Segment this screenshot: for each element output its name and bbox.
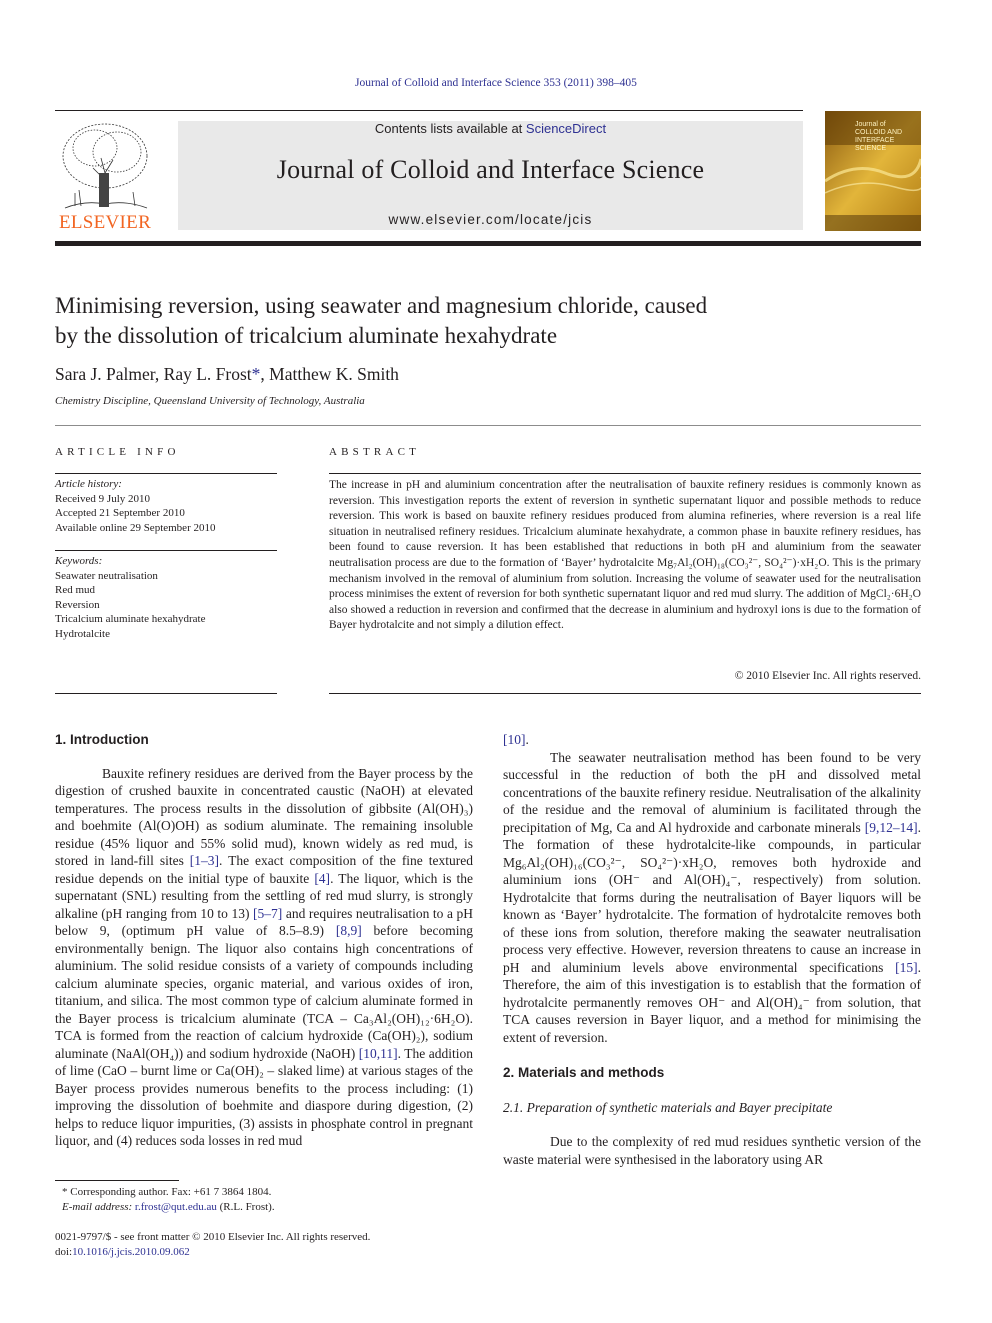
text: .: [525, 732, 529, 747]
email-suffix: (R.L. Frost).: [216, 1201, 275, 1213]
history-online: Available online 29 September 2010: [55, 521, 216, 534]
front-matter: [55, 1230, 473, 1259]
contents-line: [178, 121, 803, 136]
header-thick-rule: [55, 241, 921, 246]
email-label: E-mail address:: [62, 1201, 135, 1213]
footnote-rule: [55, 1180, 179, 1181]
text: . The liquor, which is the supernatant (SNL) resulting from the settling of red mud slurry, is strongly alkaline (pH ranging from 10 to 13): [55, 870, 473, 921]
keyword-item: Seawater neutralisation: [55, 569, 158, 582]
keyword-item: Tricalcium aluminate hexahydrate: [55, 613, 206, 626]
article-history: [55, 477, 277, 535]
header-rule: [55, 110, 803, 111]
info-rule: [55, 473, 277, 474]
contents-prefix: Contents lists available at: [374, 121, 526, 136]
section-heading: 1. Introduction: [55, 732, 149, 747]
journal-url-link[interactable]: www.elsevier.com/locate/jcis: [388, 212, 593, 227]
author-list: [55, 364, 399, 385]
body-column-left: [55, 731, 473, 1150]
cover-title: Journal of COLLOID AND INTERFACE SCIENCE: [855, 121, 903, 152]
text: Bauxite refinery residues are derived from the Bayer process by the digestion of crushed bauxite in concentrated caustic (NaOH) at elevated temperatures. The process results in the dissolution of gibbsite (Al(OH)₃) and boehmite (Al(O)OH) as sodium aluminate. The remaining insoluble residue (45% liquor and 55% solid mud), known widely as red mud, is stored in land-fill sites: [55, 765, 473, 868]
paragraph: [503, 749, 921, 1047]
journal-reference[interactable]: Journal of Colloid and Interface Science 353 (2011) 398–405: [355, 77, 637, 89]
text: and requires neutralisation to a pH below 9, (optimum pH value of 8.5–8.9): [55, 905, 473, 938]
history-label: Article history:: [55, 478, 122, 490]
abstract-rule: [329, 693, 921, 694]
history-received: Received 9 July 2010: [55, 492, 151, 505]
info-rule: [55, 550, 277, 551]
citation-link[interactable]: [10]: [503, 732, 526, 747]
keywords-label: Keywords:: [55, 555, 103, 567]
affiliation: Chemistry Discipline, Queensland University of Technology, Australia: [55, 395, 365, 407]
title-rule: [55, 425, 921, 426]
citation-link[interactable]: [1–3]: [189, 853, 220, 868]
email-link[interactable]: r.frost@qut.edu.au: [134, 1201, 217, 1213]
keywords: [55, 554, 277, 642]
abstract-copyright: © 2010 Elsevier Inc. All rights reserved.: [734, 670, 921, 682]
keyword-item: Red mud: [55, 584, 96, 597]
text: The seawater neutralisation method has been found to be very successful in the reduction of both the pH and dissolved metal concentrations of the bauxite refinery residue. Neutralisation of the alkalinity of the residue and the removal of aluminium is facilitated through the precipitation of Mg, Ca and Al hydroxide and carbonate minerals: [503, 749, 921, 835]
paragraph: [55, 765, 473, 1150]
corresponding-author-marker[interactable]: *: [251, 364, 261, 384]
text: before becoming environmentally benign. The liquor also contains high concentrations of aluminium. The solid residue consists of a variety of compounds including calcium aluminate species, organic material, and various oxides of iron, titanium, and silica. The most common type of calcium aluminate formed in the Bayer process is tricalcium aluminate (TCA – Ca₃Al₂(OH)₁₂·6H₂O). TCA is formed from the reaction of calcium hydroxide (Ca(OH)₂), sodium aluminate (NaAl(OH₄)) and sodium hydroxide (NaOH): [55, 923, 473, 1061]
section-heading: 2. Materials and methods: [503, 1065, 665, 1080]
journal-title: Journal of Colloid and Interface Science: [276, 155, 705, 184]
publisher-wordmark: ELSEVIER: [58, 212, 152, 233]
citation-link[interactable]: [5–7]: [253, 905, 283, 921]
elsevier-logo[interactable]: [55, 118, 155, 234]
paragraph: Due to the complexity of red mud residues synthetic version of the waste material were synthesised in the laboratory using AR: [503, 1134, 921, 1167]
history-accepted: Accepted 21 September 2010: [55, 507, 185, 520]
article-info-heading: ARTICLE INFO: [55, 446, 180, 458]
text: . The addition of lime (CaO – burnt lime or Ca(OH)₂ – slaked lime) at various stages of the Bayer process provides numerous benefits to the process including: (1) improving the dissolution of boehmite and diaspore during digestion, (2) helps to reduce liquor impurities, (3) assists in phosphate control in pregnant liquor, and (4) reduces soda losses in red mud: [55, 1045, 473, 1148]
abstract-text: [329, 478, 921, 634]
abstract-formula: Mg₇Al₂(OH)₁₈(CO₃²⁻, SO₄²⁻)·xH₂O: [657, 556, 827, 569]
citation-link[interactable]: [4]: [314, 870, 331, 886]
footnote: [55, 1185, 473, 1215]
corresponding-author-note: * Corresponding author. Fax: +61 7 3864 1804.: [62, 1186, 272, 1198]
paragraph-continued: [503, 731, 921, 749]
authors-text-rest: , Matthew K. Smith: [260, 364, 399, 384]
subsection-heading: 2.1. Preparation of synthetic materials and Bayer precipitate: [503, 1099, 833, 1115]
text: . The formation of these hydrotalcite-like compounds, in particular Mg₆Al₂(OH)₁₆(CO₃²⁻, SO₄²⁻)·xH₂O, removes both hydroxide and aluminium ions (OH⁻ and Al(OH)₄⁻, respectively) from solution. Hydrotalcite that forms during the neutralisation of Bayer liquors will be known as ‘Bayer’ hydrotalcite. The formation of hydrotalcite removes both of these ions from solution, therefore making the seawater neutralisation process very effective. However, reversion threatens to cause an increase in pH and aluminium levels above environmental specifications: [503, 819, 921, 975]
journal-cover-image[interactable]: [825, 111, 921, 231]
citation-link[interactable]: [15]: [895, 959, 918, 975]
doi-prefix: doi:: [55, 1245, 73, 1258]
doi-line: [55, 1245, 473, 1260]
article-title: [55, 291, 855, 351]
abstract-part: . This is the primary mechanism involved in the removal of aluminium from solution. Increasing the volume of seawater used for the neutralisation process minimises the extent of reversion for both synthetic supernatant liquor and red mud slurry. The addition of: [329, 556, 921, 601]
issn-line: 0021-9797/$ - see front matter © 2010 Elsevier Inc. All rights reserved.: [55, 1231, 371, 1243]
keyword-item: Hydrotalcite: [55, 627, 110, 640]
authors-text: Sara J. Palmer, Ray L. Frost: [55, 364, 252, 384]
keyword-item: Reversion: [55, 598, 100, 611]
article-title-line-1: Minimising reversion, using seawater and magnesium chloride, caused: [55, 293, 708, 318]
info-rule: [55, 693, 277, 694]
email-note: [55, 1200, 473, 1215]
citation-link[interactable]: [9,12–14]: [864, 819, 918, 835]
citation-link[interactable]: [10,11]: [358, 1045, 398, 1061]
article-title-line-2: by the dissolution of tricalcium aluminate hexahydrate: [55, 323, 558, 348]
sciencedirect-link[interactable]: ScienceDirect: [525, 121, 607, 136]
doi-link[interactable]: 10.1016/j.jcis.2010.09.062: [72, 1245, 190, 1258]
citation-link[interactable]: [8,9]: [335, 923, 362, 938]
abstract-rule: [329, 473, 921, 474]
text: . The exact composition of the fine textured residue depends on the initial type of bauxite: [55, 853, 473, 886]
text: . Therefore, the aim of this investigation is to establish that the formation of hydrotalcite permanently removes OH⁻ and Al(OH)₄⁻ from solution, that TCA causes reversion in Bayer liquor, and a method for minimising the extent of reversion.: [503, 959, 921, 1045]
abstract-part: also showed a reduction in reversion and confirmed that the decrease in aluminium and hydroxyl ions is due to the formation of Bayer hydrotalcite and not simply a dilution effect.: [329, 603, 921, 632]
abstract-part: The increase in pH and aluminium concentration after the neutralisation of bauxite refinery residues is commonly known as reversion. This investigation reports the extent of reversion in synthetic supernatant liquor and possible methods to reduce reversion. This work is based on bauxite refinery residues produced from alumina refineries, where reversion is a real life situation in neutralised refinery residues. Tricalcium aluminate hexahydrate, a common phase in bauxite refinery residues, has been found to cause reversion. It has been established that reductions in both pH and aluminium from the seawater neutralisation process are due to the formation of ‘Bayer’ hydrotalcite: [329, 479, 921, 569]
body-column-right: [503, 731, 921, 1168]
abstract-heading: ABSTRACT: [329, 446, 421, 458]
abstract-formula: MgCl₂·6H₂O: [859, 588, 921, 601]
